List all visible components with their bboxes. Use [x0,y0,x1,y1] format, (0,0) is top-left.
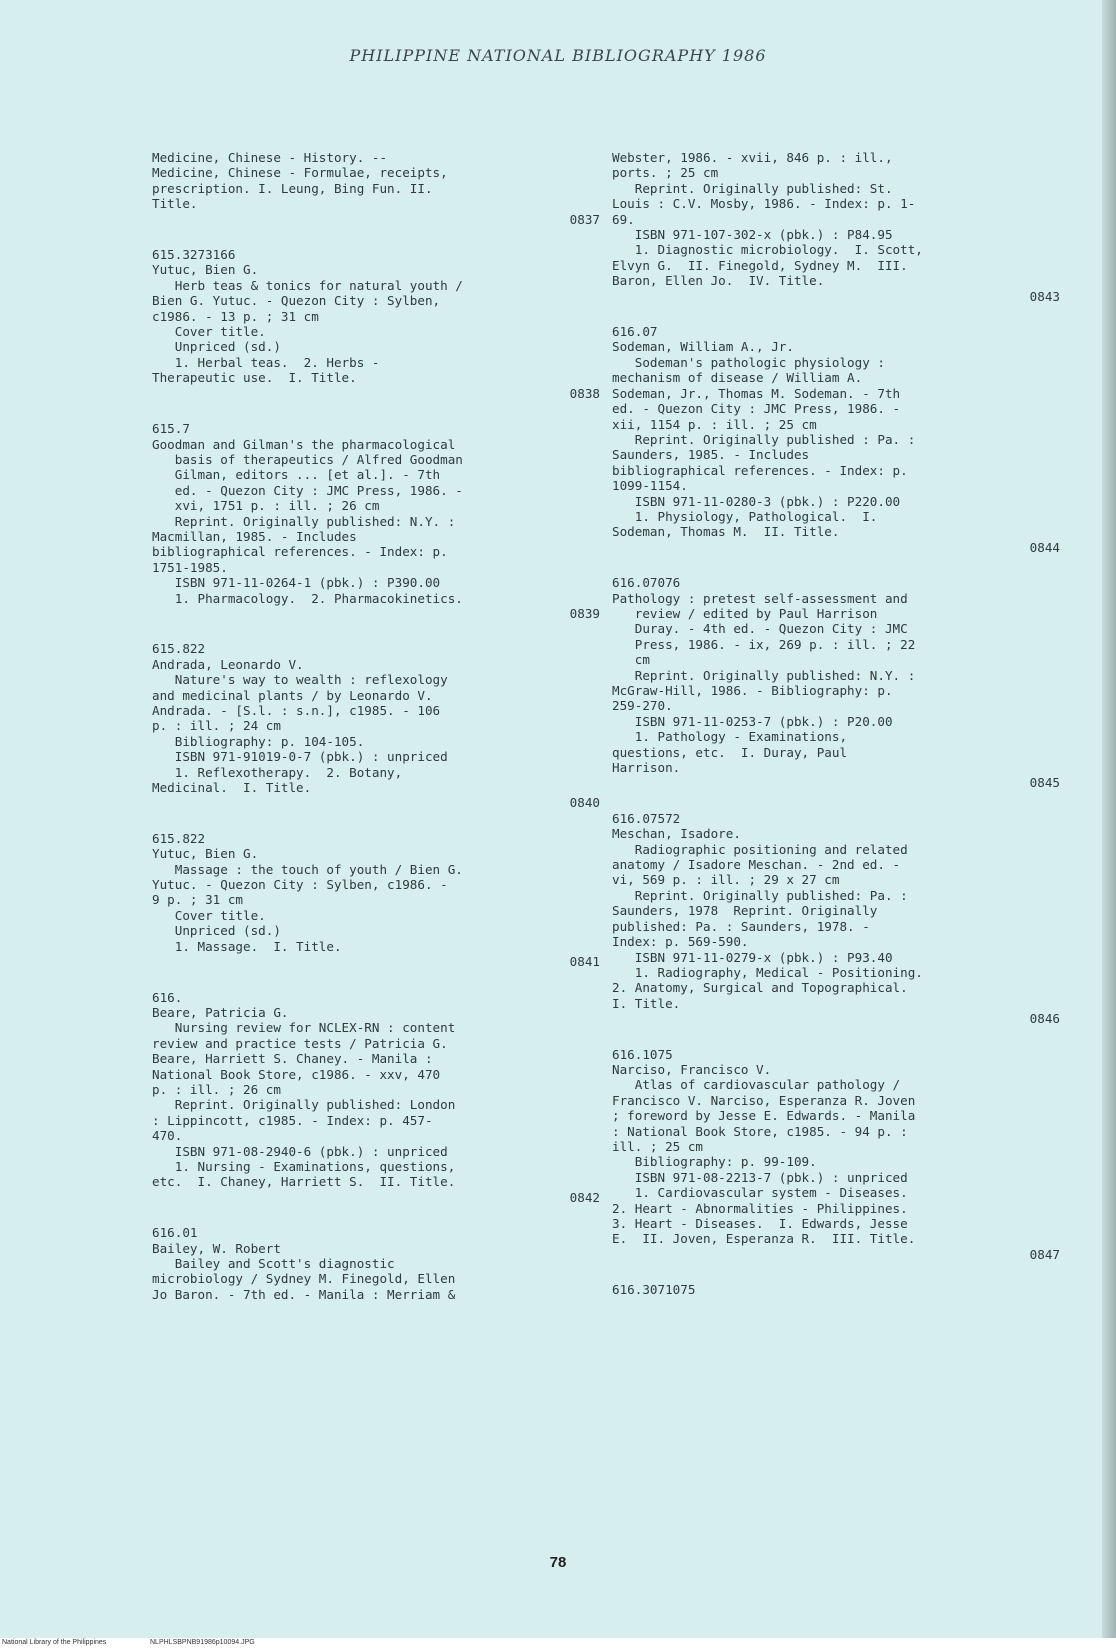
entry-line: Nursing review for NCLEX-RN : content [152,1020,456,1036]
entry-line: Index: p. 569-590. [612,934,749,950]
entry-line: ISBN 971-11-0280-3 (pbk.) : P220.00 [612,493,901,509]
entry-line: basis of therapeutics / Alfred Goodman [152,451,463,467]
entry-line: mechanism of disease / William A. [612,370,863,386]
entry-line: questions, etc. I. Duray, Paul [612,744,848,760]
entry-line: etc. I. Chaney, Harriett S. II. Title. [152,1174,456,1190]
footer-strip [0,1638,1116,1650]
entry-control-number: 0842 [569,1189,600,1205]
entry-line: ports. ; 25 cm [612,165,719,181]
entry-line: 1099-1154. [612,478,688,494]
entry-line: 2. Anatomy, Surgical and Topographical. [612,980,908,996]
bibliographic-entry [152,831,600,970]
entry-line: Duray. - 4th ed. - Quezon City : JMC [612,621,908,637]
entry-line: Pathology : pretest self-assessment and [612,590,908,606]
entry-line: I. Title. [612,995,681,1011]
entry-line: Therapeutic use. I. Title. [152,370,357,386]
entry-line: Radiographic positioning and related [612,841,908,857]
entry-line: ISBN 971-11-0264-1 (pbk.) : P390.00 [152,575,441,591]
entry-line: Massage : the touch of youth / Bien G. [152,861,463,877]
entry-line: 69. [612,211,635,227]
footer-file-id: NLPHLSBPNB91986p10094.JPG [150,1639,255,1646]
entry-line: ISBN 971-107-302-x (pbk.) : P84.95 [612,227,893,243]
entry-line: Goodman and Gilman's the pharmacological [152,436,456,452]
bibliographic-entry [152,150,600,227]
entry-line: Bailey, W. Robert [152,1240,281,1256]
entry-line: National Book Store, c1986. - xxv, 470 [152,1066,441,1082]
entry-line: : Lippincott, c1985. - Index: p. 457- [152,1112,433,1128]
entry-control-number: 0845 [1029,775,1060,791]
entry-line: 616.01 [152,1225,198,1241]
entry-line: 616.3071075 [612,1282,696,1298]
entry-control-number: 0844 [1029,539,1060,555]
entry-line: 616. [152,989,183,1005]
entry-line: Baron, Ellen Jo. IV. Title. [612,273,825,289]
page-edge-shadow [1102,0,1116,1650]
entry-line: Reprint. Originally published: N.Y. : [152,513,456,529]
entry-line: ed. - Quezon City : JMC Press, 1986. - [152,482,463,498]
entry-control-number: 0839 [569,605,600,621]
entry-line: Jo Baron. - 7th ed. - Manila : Merriam & [152,1286,456,1302]
entry-line: ISBN 971-08-2940-6 (pbk.) : unpriced [152,1143,448,1159]
entry-line: Cover title. [152,907,266,923]
entry-line: Bibliography: p. 99-109. [612,1154,817,1170]
entry-line: Yutuc, Bien G. [152,846,259,862]
entry-line: 1. Diagnostic microbiology. I. Scott, [612,242,923,258]
entry-line: 1. Pharmacology. 2. Pharmacokinetics. [152,590,463,606]
entry-line: Reprint. Originally published: Pa. : [612,887,908,903]
entry-control-number: 0846 [1029,1011,1060,1027]
entry-line: ; foreword by Jesse E. Edwards. - Manila [612,1108,916,1124]
entry-line: xvi, 1751 p. : ill. ; 26 cm [152,498,380,514]
entry-line: Elvyn G. II. Finegold, Sydney M. III. [612,257,908,273]
entry-line: ill. ; 25 cm [612,1138,703,1154]
bibliographic-entry [612,811,1060,1027]
entry-line: prescription. I. Leung, Bing Fun. II. [152,180,433,196]
entry-line: 259-270. [612,698,673,714]
left-column [152,150,600,1322]
entry-line: 1. Herbal teas. 2. Herbs - [152,354,380,370]
entry-line: p. : ill. ; 24 cm [152,718,281,734]
bibliographic-entry [152,1225,600,1302]
entry-line: Reprint. Originally published: N.Y. : [612,667,916,683]
entry-line: Medicinal. I. Title. [152,780,312,796]
entry-line: Unpriced (sd.) [152,923,281,939]
entry-line: Bailey and Scott's diagnostic [152,1256,395,1271]
entry-line: Saunders, 1985. - Includes [612,447,810,463]
entry-line: Beare, Patricia G. [152,1004,289,1020]
entry-line: Gilman, editors ... [et al.]. - 7th [152,467,441,483]
entry-line: ISBN 971-11-0253-7 (pbk.) : P20.00 [612,713,893,729]
entry-line: bibliographical references. - Index: p. [152,544,448,560]
entry-line: anatomy / Isadore Meschan. - 2nd ed. - [612,857,901,873]
entry-line: ISBN 971-08-2213-7 (pbk.) : unpriced [612,1169,908,1185]
entry-line: : National Book Store, c1985. - 94 p. : [612,1123,908,1139]
entry-line: 2. Heart - Abnormalities - Philippines. [612,1200,908,1216]
bibliographic-entry [612,150,1060,304]
entry-line: published: Pa. : Saunders, 1978. - [612,918,870,934]
entry-line: Reprint. Originally published: London [152,1097,456,1113]
entry-line: vi, 569 p. : ill. ; 29 x 27 cm [612,872,840,888]
entry-line: bibliographical references. - Index: p. [612,462,908,478]
entry-line: c1986. - 13 p. ; 31 cm [152,308,319,324]
entry-line: Andrada. - [S.l. : s.n.], c1985. - 106 [152,703,441,718]
entry-line: Title. [152,196,198,212]
entry-control-number: 0843 [1029,288,1060,304]
entry-line: 1. Massage. I. Title. [152,938,342,954]
entry-line: Atlas of cardiovascular pathology / [612,1077,901,1093]
entry-line: Press, 1986. - ix, 269 p. : ill. ; 22 [612,636,916,652]
entry-line: E. II. Joven, Esperanza R. III. Title. [612,1231,916,1247]
bibliographic-entry [612,324,1060,555]
entry-line: 1. Pathology - Examinations, [612,729,848,745]
entry-line: p. : ill. ; 26 cm [152,1081,281,1097]
entry-line: 616.07076 [612,575,681,591]
entry-line: 1. Cardiovascular system - Diseases. [612,1185,908,1201]
entry-control-number: 0838 [569,385,600,401]
entry-line: Herb teas & tonics for natural youth / [152,277,463,293]
entry-control-number: 0841 [569,954,600,970]
entry-line: and medicinal plants / by Leonardo V. [152,687,433,703]
entry-line: Narciso, Francisco V. [612,1061,772,1077]
entry-line: Saunders, 1978 Reprint. Originally [612,903,878,919]
page-number: 78 [549,1554,567,1571]
bibliographic-entry [152,421,600,621]
entry-line: ISBN 971-11-0279-x (pbk.) : P93.40 [612,949,893,965]
right-column [612,150,1060,1318]
entry-line: McGraw-Hill, 1986. - Bibliography: p. [612,683,893,698]
entry-line: Andrada, Leonardo V. [152,656,304,672]
entry-line: Macmillan, 1985. - Includes [152,528,357,544]
entry-line: 616.07572 [612,810,681,826]
bibliographic-entry [152,990,600,1206]
entry-line: 1. Reflexotherapy. 2. Botany, [152,764,403,780]
entry-line: Reprint. Originally published : Pa. : [612,431,916,447]
entry-line: review / edited by Paul Harrison [612,605,878,621]
entry-line: 1. Physiology, Pathological. I. [612,508,878,524]
entry-line: Yutuc. - Quezon City : Sylben, c1986. - [152,877,448,893]
bibliographic-entry [152,247,600,401]
entry-line: 1. Radiography, Medical - Positioning. [612,964,923,980]
running-head: PHILIPPINE NATIONAL BIBLIOGRAPHY 1986 [349,46,767,65]
bibliographic-entry [612,575,1060,791]
entry-line: Louis : C.V. Mosby, 1986. - Index: p. 1- [612,196,916,212]
entry-line: Sodeman, Thomas M. II. Title. [612,524,840,540]
entry-line: 9 p. ; 31 cm [152,892,243,908]
entry-line: microbiology / Sydney M. Finegold, Ellen [152,1271,456,1287]
entry-line: ed. - Quezon City : JMC Press, 1986. - [612,401,901,417]
entry-line: 615.822 [152,830,206,846]
entry-line: 615.3273166 [152,247,236,263]
entry-line: Francisco V. Narciso, Esperanza R. Joven [612,1092,916,1108]
bibliographic-entry [612,1282,1060,1297]
entry-line: Reprint. Originally published: St. [612,180,893,196]
entry-line: Yutuc, Bien G. [152,262,259,278]
entry-line: ISBN 971-91019-0-7 (pbk.) : unpriced [152,749,448,765]
entry-line: Harrison. [612,760,681,776]
entry-line: Sodeman's pathologic physiology : [612,354,885,370]
entry-line: Meschan, Isadore. [612,826,741,842]
entry-line: Sodeman, Jr., Thomas M. Sodeman. - 7th [612,385,901,401]
entry-line: 470. [152,1128,183,1144]
entry-line: Cover title. [152,324,266,340]
entry-line: 616.1075 [612,1046,673,1062]
entry-line: Sodeman, William A., Jr. [612,339,794,355]
entry-control-number: 0837 [569,211,600,227]
entry-line: Beare, Harriett S. Chaney. - Manila : [152,1051,433,1067]
entry-line: Medicine, Chinese - Formulae, receipts, [152,165,448,181]
bibliographic-entry [612,1047,1060,1263]
entry-line: 1751-1985. [152,559,228,575]
entry-line: xii, 1154 p. : ill. ; 25 cm [612,416,817,432]
entry-line: Unpriced (sd.) [152,339,281,355]
entry-line: cm [612,652,650,668]
entry-line: 615.7 [152,421,190,437]
bibliographic-entry [152,641,600,810]
entry-line: Bibliography: p. 104-105. [152,733,365,749]
entry-line: Bien G. Yutuc. - Quezon City : Sylben, [152,293,441,309]
footer-library: National Library of the Philippines [2,1639,107,1646]
entry-control-number: 0847 [1029,1246,1060,1262]
entry-line: review and practice tests / Patricia G. [152,1035,448,1051]
entry-line: Nature's way to wealth : reflexology [152,672,448,688]
entry-control-number: 0840 [569,795,600,811]
entry-line: 615.822 [152,641,206,657]
entry-line: Webster, 1986. - xvii, 846 p. : ill., [612,150,893,165]
entry-line: 1. Nursing - Examinations, questions, [152,1158,456,1174]
entry-line: Medicine, Chinese - History. -- [152,150,388,165]
entry-line: 3. Heart - Diseases. I. Edwards, Jesse [612,1216,908,1231]
entry-line: 616.07 [612,324,658,340]
